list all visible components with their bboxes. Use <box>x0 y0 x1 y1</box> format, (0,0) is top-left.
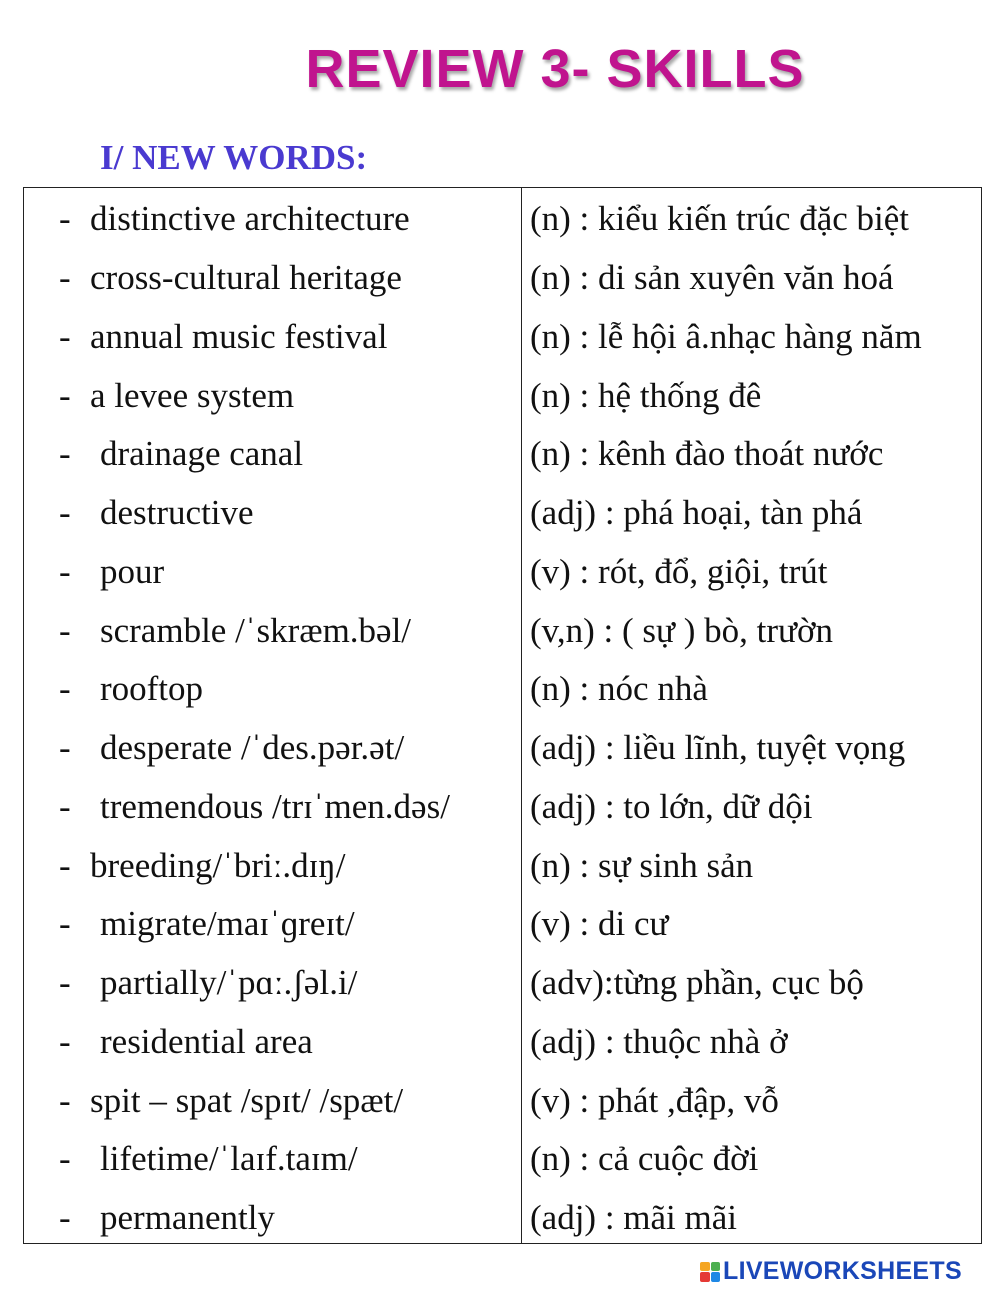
vietnamese-meaning: (n) : sự sinh sản <box>530 846 754 885</box>
bullet-dash: - <box>59 434 71 473</box>
table-row <box>24 543 981 602</box>
vietnamese-meaning: (n) : di sản xuyên văn hoá <box>530 258 894 297</box>
table-row <box>24 1130 981 1189</box>
vietnamese-meaning: (adv):từng phần, cục bộ <box>530 963 864 1002</box>
vietnamese-meaning: (adj) : to lớn, dữ dội <box>530 787 813 826</box>
english-term: spit – spat /spɪt/ /spæt/ <box>90 1081 404 1120</box>
vietnamese-meaning: (adj) : liều lĩnh, tuyệt vọng <box>530 728 906 767</box>
table-row <box>24 367 981 426</box>
bullet-dash: - <box>59 258 71 297</box>
bullet-dash: - <box>59 1198 71 1237</box>
table-row <box>24 308 981 367</box>
bullet-dash: - <box>59 493 71 532</box>
table-row <box>24 602 981 661</box>
english-term: rooftop <box>100 669 204 708</box>
vietnamese-meaning: (v) : di cư <box>530 904 669 943</box>
liveworksheets-logo-icon <box>700 1262 720 1282</box>
vietnamese-meaning: (n) : nóc nhà <box>530 669 708 708</box>
table-row <box>24 660 981 719</box>
vietnamese-meaning: (n) : hệ thống đê <box>530 376 762 415</box>
table-row <box>24 1013 981 1072</box>
vietnamese-meaning: (n) : lễ hội â.nhạc hàng năm <box>530 317 922 356</box>
english-term: residential area <box>100 1022 313 1061</box>
vietnamese-meaning: (n) : kênh đào thoát nước <box>530 434 884 473</box>
bullet-dash: - <box>59 846 71 885</box>
bullet-dash: - <box>59 1022 71 1061</box>
table-row <box>24 954 981 1013</box>
vocabulary-table <box>23 187 982 1244</box>
table-row <box>24 1189 981 1248</box>
bullet-dash: - <box>59 728 71 767</box>
english-term: permanently <box>100 1198 275 1237</box>
bullet-dash: - <box>59 963 71 1002</box>
english-term: drainage canal <box>100 434 304 473</box>
vietnamese-meaning: (adj) : thuộc nhà ở <box>530 1022 788 1061</box>
english-term: pour <box>100 552 165 591</box>
table-row <box>24 1072 981 1131</box>
bullet-dash: - <box>59 669 71 708</box>
english-term: tremendous /trɪˈmen.dəs/ <box>100 787 450 826</box>
bullet-dash: - <box>59 1139 71 1178</box>
bullet-dash: - <box>59 199 71 238</box>
table-row <box>24 190 981 249</box>
section-heading: I/ NEW WORDS: <box>100 138 368 177</box>
vietnamese-meaning: (v) : phát ,đập, vỗ <box>530 1081 779 1120</box>
english-term: breeding/ˈbriː.dɪŋ/ <box>90 846 346 885</box>
vietnamese-meaning: (v,n) : ( sự ) bò, trườn <box>530 611 834 650</box>
vietnamese-meaning: (v) : rót, đổ, giội, trút <box>530 552 828 591</box>
vietnamese-meaning: (adj) : phá hoại, tàn phá <box>530 493 863 532</box>
table-row <box>24 837 981 896</box>
english-term: a levee system <box>90 376 295 415</box>
table-row <box>24 895 981 954</box>
english-term: distinctive architecture <box>90 199 410 238</box>
english-term: scramble /ˈskræm.bəl/ <box>100 611 412 650</box>
english-term: annual music festival <box>90 317 388 356</box>
bullet-dash: - <box>59 611 71 650</box>
table-row <box>24 249 981 308</box>
bullet-dash: - <box>59 904 71 943</box>
table-row <box>24 484 981 543</box>
english-term: destructive <box>100 493 254 532</box>
bullet-dash: - <box>59 376 71 415</box>
table-row <box>24 425 981 484</box>
english-term: lifetime/ˈlaɪf.taɪm/ <box>100 1139 358 1178</box>
english-term: desperate /ˈdes.pər.ət/ <box>100 728 405 767</box>
vietnamese-meaning: (n) : cả cuộc đời <box>530 1139 759 1178</box>
bullet-dash: - <box>59 552 71 591</box>
english-term: partially/ˈpɑː.ʃəl.i/ <box>100 963 358 1002</box>
bullet-dash: - <box>59 787 71 826</box>
table-row <box>24 778 981 837</box>
english-term: migrate/maɪˈɡreɪt/ <box>100 904 355 943</box>
english-term: cross-cultural heritage <box>90 258 402 297</box>
vietnamese-meaning: (adj) : mãi mãi <box>530 1198 738 1237</box>
table-row <box>24 719 981 778</box>
vietnamese-meaning: (n) : kiểu kiến trúc đặc biệt <box>530 199 910 238</box>
page-title: REVIEW 3- SKILLS <box>305 39 805 99</box>
bullet-dash: - <box>59 1081 71 1120</box>
bullet-dash: - <box>59 317 71 356</box>
liveworksheets-logo <box>700 1257 962 1286</box>
brand-name: LIVEWORKSHEETS <box>723 1257 962 1285</box>
